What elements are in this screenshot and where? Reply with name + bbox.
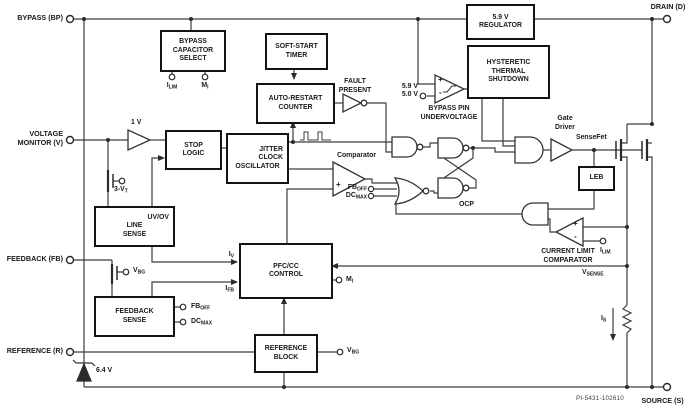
label-ocp: OCP [459,201,474,208]
label-is: $I_S$ [601,315,607,324]
label-bypass-pin-undervoltage: BYPASS PIN UNDERVOLTAGE [420,105,478,121]
label-5-9v: 5.9 V [401,83,418,90]
pin-label-feedback: FEEDBACK (FB) [6,254,63,263]
pin-label-reference: REFERENCE (R) [6,346,63,355]
pin-label-voltage-monitor: VOLTAGE MONITOR (V) [17,129,63,147]
part-number: PI-5431-102610 [576,395,624,402]
block-uvov-line-sense: UV/OV LINE SENSE [94,206,175,247]
pin-source-circle [664,384,671,391]
one-volt-buffer [128,130,150,150]
label-ilim-comparator: $I_{LIM}$ [600,247,611,256]
label-6-4v: 6.4 V [96,367,113,374]
bypass-uv-plus-sign: + [438,75,443,84]
label-gate-driver: Gate Driver [555,115,575,131]
label-ilim-select: $I_{LIM}$ [166,82,178,91]
label-3vt: $3-V_T$ [114,186,128,195]
label-vbg-fet: $V_{BG}$ [133,267,146,276]
label-fboff-gate: $FB_{OFF}$ [347,184,367,193]
pin-feedback-circle [67,257,74,264]
shutdown-nor-gate [395,178,423,204]
pwm-comp-plus-sign: + [336,180,341,189]
sense-resistor [623,305,631,333]
block-soft-start-timer: SOFT-START TIMER [265,33,328,70]
label-mi-select: $M_I$ [201,82,209,91]
label-ifb: $I_{FB}$ [225,285,234,294]
block-feedback-sense: FEEDBACK SENSE [94,296,175,337]
label-5-0v: 5.0 V [401,91,418,98]
block-hysteretic-thermal-shutdown: HYSTERETIC THERMAL SHUTDOWN [467,45,550,99]
label-dcmax-sense: $DC_{MAX}$ [191,318,213,327]
zener-diode [73,360,95,381]
nand-bubble [463,145,469,151]
current-limit-minus-sign: - [574,232,577,241]
block-regulator: 5.9 V REGULATOR [466,4,535,40]
pwm-comp-minus-sign: - [337,160,340,169]
latch-nand-bottom [438,178,463,198]
label-1v: 1 V [131,119,142,126]
clock-waveform-icon [300,132,331,140]
label-fault-present: FAULT PRESENT [338,78,372,94]
current-limit-comparator-shape [556,218,583,246]
label-sensefet: SenseFet [576,134,607,141]
nand-bubble [463,185,469,191]
label-mi-pfc: $M_I$ [346,276,354,285]
block-reference-block: REFERENCE BLOCK [254,334,318,373]
label-vsense: $V_{SENSE}$ [582,269,604,278]
label-vbg-reference: $V_{BG}$ [347,347,360,356]
current-limit-plus-sign: + [573,219,578,228]
block-auto-restart-counter: AUTO-RESTART COUNTER [256,83,335,124]
gate-driver-buffer [551,139,572,161]
label-fboff-sense: $FB_{OFF}$ [191,303,211,312]
pin-label-bypass: BYPASS (BP) [17,13,63,22]
pin-drain-circle [664,16,671,23]
block-bypass-capacitor-select: BYPASS CAPACITOR SELECT [160,30,226,72]
label-dcmax-gate: $DC_{MAX}$ [345,192,367,201]
nand-bubble [417,144,423,150]
gate-enable-and-gate [515,137,543,163]
clock-fault-nand-gate [392,137,417,157]
ocp-and-gate [522,203,548,225]
pin-label-drain: DRAIN (D) [650,2,686,11]
feedback-mosfet [112,264,117,284]
nor-bubble [423,188,429,194]
pin-reference-circle [67,349,74,356]
block-jitter-clock-oscillator: JITTER CLOCK OSCILLATOR [226,133,289,184]
block-leb: LEB [578,166,615,191]
block-pfc-cc-control: PFC/CC CONTROL [239,243,333,299]
pin-voltage-monitor-circle [67,137,74,144]
label-comparator: Comparator [337,152,377,159]
fault-inverter [343,94,361,112]
pin-bypass-circle [67,16,74,23]
line-sense-mosfet [108,170,113,192]
pin-label-source: SOURCE (S) [641,396,684,405]
latch-nand-top [438,138,463,158]
inverter-bubble [361,100,367,106]
block-stop-logic: STOP LOGIC [165,130,222,170]
label-current-limit-comparator: CURRENT LIMIT COMPARATOR [541,248,595,264]
label-iv: $I_V$ [228,251,234,260]
bypass-uv-minus-sign: - [439,88,442,97]
